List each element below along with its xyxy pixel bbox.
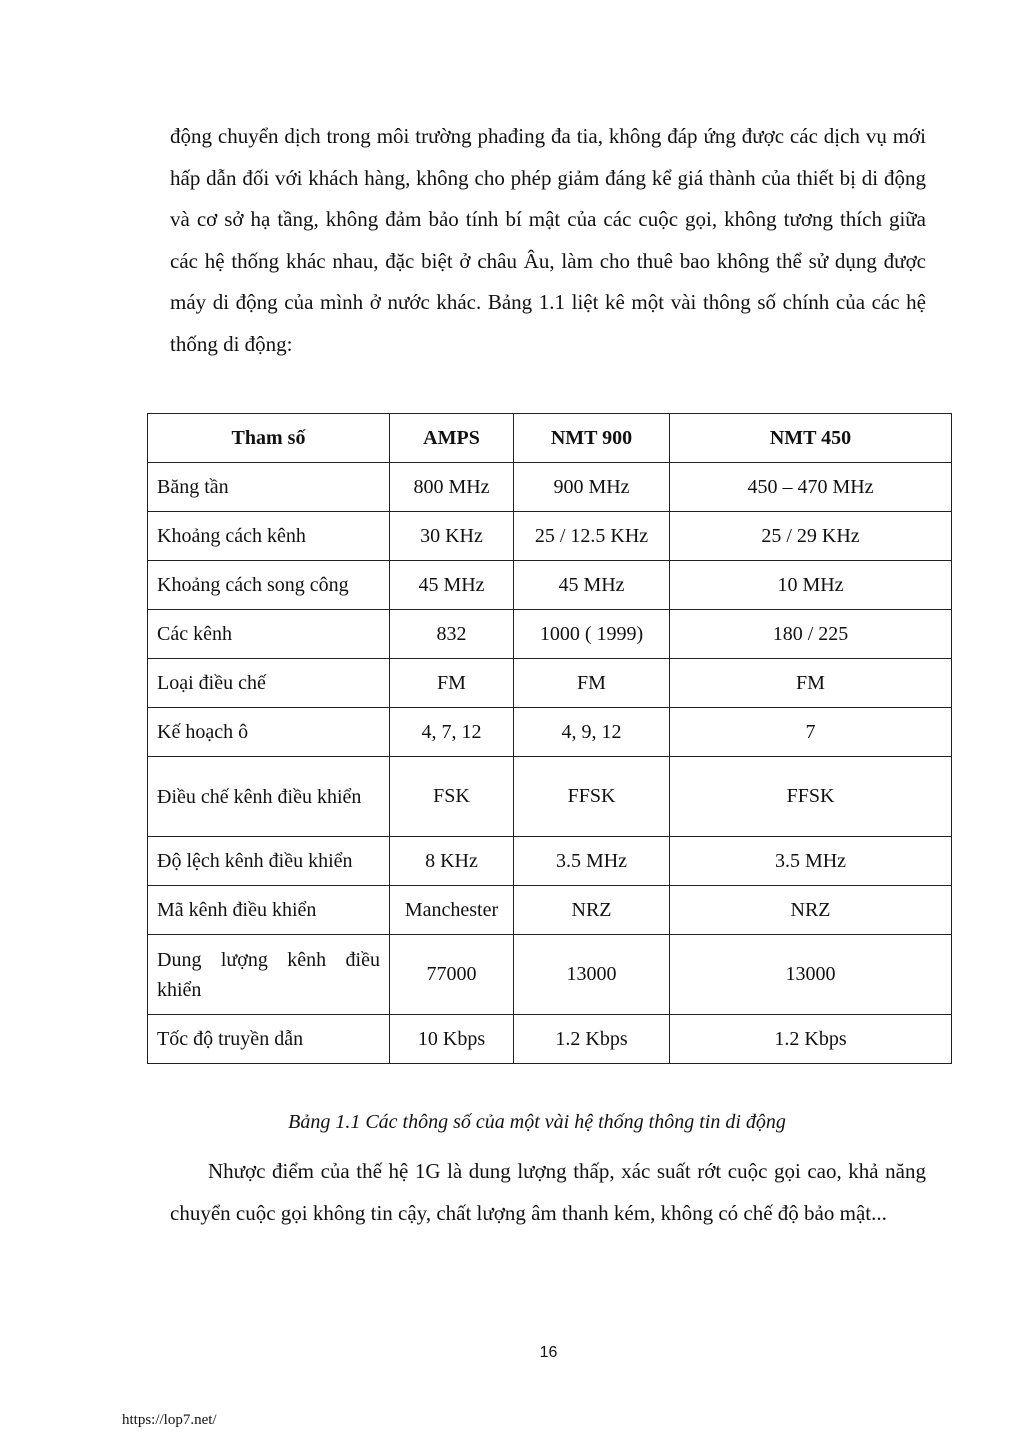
table-row — [148, 886, 952, 935]
conclusion-paragraph: Nhược điểm của thế hệ 1G là dung lượng thấp, xác suất rớt cuộc gọi cao, khả năng chuyển cuộc gọi không tin cậy, chất lượng âm thanh kém, không có chế độ bảo mật... — [170, 1159, 926, 1225]
nmt900-cell: 900 MHz — [514, 463, 670, 512]
amps-cell: 10 Kbps — [390, 1015, 514, 1064]
nmt450-cell: FFSK — [670, 757, 952, 837]
table-caption: Bảng 1.1 Các thông số của một vài hệ thống thông tin di động — [288, 1111, 786, 1133]
amps-cell: FM — [390, 659, 514, 708]
nmt900-cell: NRZ — [514, 886, 670, 935]
param-cell: Các kênh — [148, 610, 390, 659]
nmt450-cell: 1.2 Kbps — [670, 1015, 952, 1064]
amps-cell: 45 MHz — [390, 561, 514, 610]
nmt900-cell: 25 / 12.5 KHz — [514, 512, 670, 561]
header-nmt900: NMT 900 — [514, 414, 670, 463]
nmt900-cell: 45 MHz — [514, 561, 670, 610]
table-row — [148, 1015, 952, 1064]
param-cell: Khoảng cách kênh — [148, 512, 390, 561]
nmt450-cell: 13000 — [670, 935, 952, 1015]
amps-cell: 832 — [390, 610, 514, 659]
nmt450-cell: 25 / 29 KHz — [670, 512, 952, 561]
intro-paragraph: động chuyển dịch trong môi trường phađing đa tia, không đáp ứng được các dịch vụ mới hấp dẫn đối với khách hàng, không cho phép giảm đáng kể giá thành của thiết bị di động và cơ sở hạ tầng, không đảm bảo tính bí mật của các cuộc gọi, không tương thích giữa các hệ thống khác nhau, đặc biệt ở châu Âu, làm cho thuê bao không thể sử dụng được máy di động của mình ở nước khác. Bảng 1.1 liệt kê một vài thông số chính của các hệ thống di động: — [170, 124, 926, 356]
amps-cell: 8 KHz — [390, 837, 514, 886]
table-row — [148, 463, 952, 512]
nmt900-cell: 4, 9, 12 — [514, 708, 670, 757]
param-cell: Loại điều chế — [148, 659, 390, 708]
spec-table — [147, 413, 952, 1064]
nmt900-cell: 3.5 MHz — [514, 837, 670, 886]
table-row — [148, 610, 952, 659]
table-header-row — [148, 414, 952, 463]
param-cell: Độ lệch kênh điều khiển — [148, 837, 390, 886]
table-row — [148, 757, 952, 837]
table-row — [148, 708, 952, 757]
header-nmt450: NMT 450 — [670, 414, 952, 463]
param-cell: Tốc độ truyền dẫn — [148, 1015, 390, 1064]
table-row — [148, 512, 952, 561]
nmt900-cell: FFSK — [514, 757, 670, 837]
param-cell: Điều chế kênh điều khiển — [148, 757, 390, 837]
header-amps: AMPS — [390, 414, 514, 463]
source-url-link[interactable]: https://lop7.net/ — [122, 1412, 217, 1428]
nmt450-cell: 3.5 MHz — [670, 837, 952, 886]
nmt900-cell: 1.2 Kbps — [514, 1015, 670, 1064]
param-cell: Dung lượng kênh điều khiển — [148, 935, 390, 1015]
nmt450-cell: 7 — [670, 708, 952, 757]
nmt450-cell: FM — [670, 659, 952, 708]
nmt450-cell: 450 – 470 MHz — [670, 463, 952, 512]
nmt900-cell: 13000 — [514, 935, 670, 1015]
nmt450-cell: 180 / 225 — [670, 610, 952, 659]
nmt900-cell: FM — [514, 659, 670, 708]
amps-cell: 30 KHz — [390, 512, 514, 561]
amps-cell: 4, 7, 12 — [390, 708, 514, 757]
nmt900-cell: 1000 ( 1999) — [514, 610, 670, 659]
nmt450-cell: NRZ — [670, 886, 952, 935]
param-cell: Kế hoạch ô — [148, 708, 390, 757]
table-row — [148, 659, 952, 708]
amps-cell: 77000 — [390, 935, 514, 1015]
param-cell: Khoảng cách song công — [148, 561, 390, 610]
table-row — [148, 837, 952, 886]
nmt450-cell: 10 MHz — [670, 561, 952, 610]
param-cell: Mã kênh điều khiển — [148, 886, 390, 935]
param-cell: Băng tần — [148, 463, 390, 512]
table-row — [148, 561, 952, 610]
amps-cell: Manchester — [390, 886, 514, 935]
amps-cell: FSK — [390, 757, 514, 837]
table-row — [148, 935, 952, 1015]
header-param: Tham số — [148, 414, 390, 463]
amps-cell: 800 MHz — [390, 463, 514, 512]
page-number: 16 — [539, 1344, 558, 1361]
